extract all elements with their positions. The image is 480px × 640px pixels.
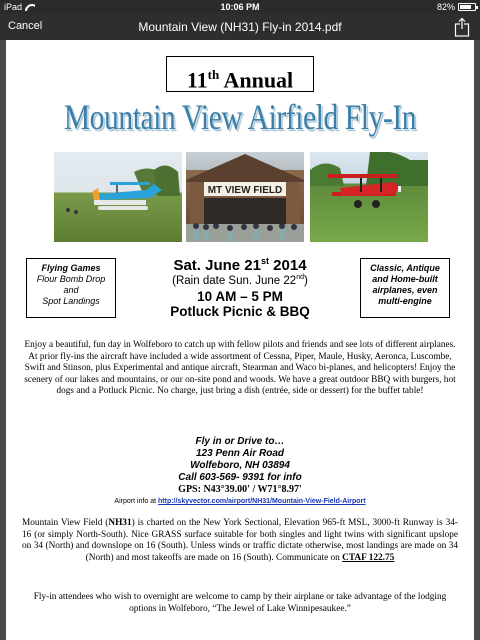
- hangar-illustration: [186, 152, 304, 242]
- aircraft-types-line: Classic, Antique: [370, 263, 440, 273]
- address-line: 123 Penn Air Road: [196, 448, 284, 459]
- event-date: [126, 256, 354, 274]
- event-headline: Mountain View Airfield Fly-In: [63, 97, 417, 137]
- battery-level: [460, 5, 471, 9]
- hangar-photo: [186, 152, 304, 242]
- aircraft-types-line: and Home-built: [372, 274, 438, 284]
- cancel-button[interactable]: Cancel: [8, 20, 43, 32]
- aircraft-types-line: multi-engine: [378, 296, 432, 306]
- seaplane-photo: [54, 152, 182, 242]
- document-title: Mountain View (NH31) Fly-in 2014.pdf: [138, 20, 342, 34]
- aircraft-types-box: [360, 258, 450, 318]
- address-block: [6, 436, 474, 496]
- ctaf-frequency: CTAF 122.75: [342, 552, 395, 563]
- biplane-illustration: [310, 152, 428, 242]
- seaplane-illustration: [54, 152, 182, 242]
- pdf-page[interactable]: [6, 40, 474, 640]
- flying-games-line: Flour Bomb Drop: [36, 274, 106, 284]
- nav-bar: [0, 14, 480, 40]
- intro-paragraph: Enjoy a beautiful, fun day in Wolfeboro to catch up with fellow pilots and friends and see lots of different airplanes. At prior fly-ins the aircraft have included a wide assortment of Cessna, Piper, Maule, Husky, Aeronca, Luscombe, Swift and Stinson, plus Experimental and antique aircraft, Stearman and Waco bi-planes, and helicopters! Enjoy the scenery of our lakes and mountains, or our on-site pond and woods. We have a great outdoor BBQ with burgers, hot dogs and a Potluck Picnic. No charge, just bring a dish (entrée, side or dessert) for the buffet table!: [24, 340, 456, 397]
- event-date-main: Sat. June 21: [173, 257, 261, 274]
- airport-info: [6, 498, 474, 505]
- airport-info-link[interactable]: http://skyvector.com/airport/NH31/Mountain-View-Field-Airport: [158, 498, 366, 505]
- flying-games-heading: Flying Games: [41, 263, 101, 273]
- annual-number: 11: [186, 67, 208, 93]
- address-line: Wolfeboro, NH 03894: [190, 460, 290, 471]
- device-label: iPad: [4, 2, 23, 12]
- phone-line: Call 603-569- 9391 for info: [178, 472, 302, 483]
- status-time: 10:06 PM: [220, 2, 260, 12]
- field-code: NH31: [108, 518, 132, 528]
- event-time: 10 AM – 5 PM: [197, 288, 283, 304]
- status-bar: [0, 0, 480, 14]
- annual-word: Annual: [219, 67, 294, 93]
- field-info-paragraph: [22, 518, 458, 564]
- annual-title-box: [166, 56, 314, 92]
- address-line: Fly in or Drive to…: [195, 436, 285, 447]
- gps-coordinates: GPS: N43°39.00' / W71°8.97': [178, 484, 302, 495]
- biplane-photo: [310, 152, 428, 242]
- aircraft-types-line: airplanes, even: [372, 285, 438, 295]
- field-info-text: Mountain View Field (: [22, 518, 109, 528]
- event-date-block: [126, 256, 354, 319]
- hangar-sign: MT VIEW FIELD: [207, 185, 283, 196]
- flying-games-line: and: [63, 285, 79, 295]
- airport-info-label: Airport info at: [114, 498, 157, 505]
- battery-icon: [458, 3, 476, 11]
- rain-date-close: ): [303, 274, 308, 287]
- battery-percent: 82%: [436, 2, 455, 12]
- event-date-suffix: st: [260, 256, 269, 266]
- event-date-year: 2014: [269, 257, 307, 274]
- flying-games-line: Spot Landings: [42, 296, 100, 306]
- rain-date-suffix: nd: [296, 274, 304, 281]
- status-right: [437, 2, 476, 12]
- rain-date: [126, 274, 354, 287]
- share-icon[interactable]: [454, 17, 470, 37]
- lodging-paragraph: Fly-in attendees who wish to overnight are welcome to camp by their airplane or take advantage of the lodging options in Wolfeboro, “The Jewel of Lake Winnipesaukee.”: [33, 592, 447, 614]
- flying-games-box: [26, 258, 116, 318]
- annual-suffix: th: [207, 67, 220, 82]
- event-picnic: Potluck Picnic & BBQ: [170, 303, 310, 319]
- rain-date-main: (Rain date Sun. June 22: [172, 274, 297, 287]
- field-info-text: ) is charted on the New York Sectional, Elevation 965-ft MSL, 3000-ft Runway is 34-16 (or simply North-South). Nice GRASS surface suitable for both singles and light twins with significant upslope on 34 (North) and downslope on 16 (South). Unless winds or traffic dictate otherwise, most landings are made on 34 (North) and most takeoffs are made on 16 (South). Communicate on: [22, 518, 458, 563]
